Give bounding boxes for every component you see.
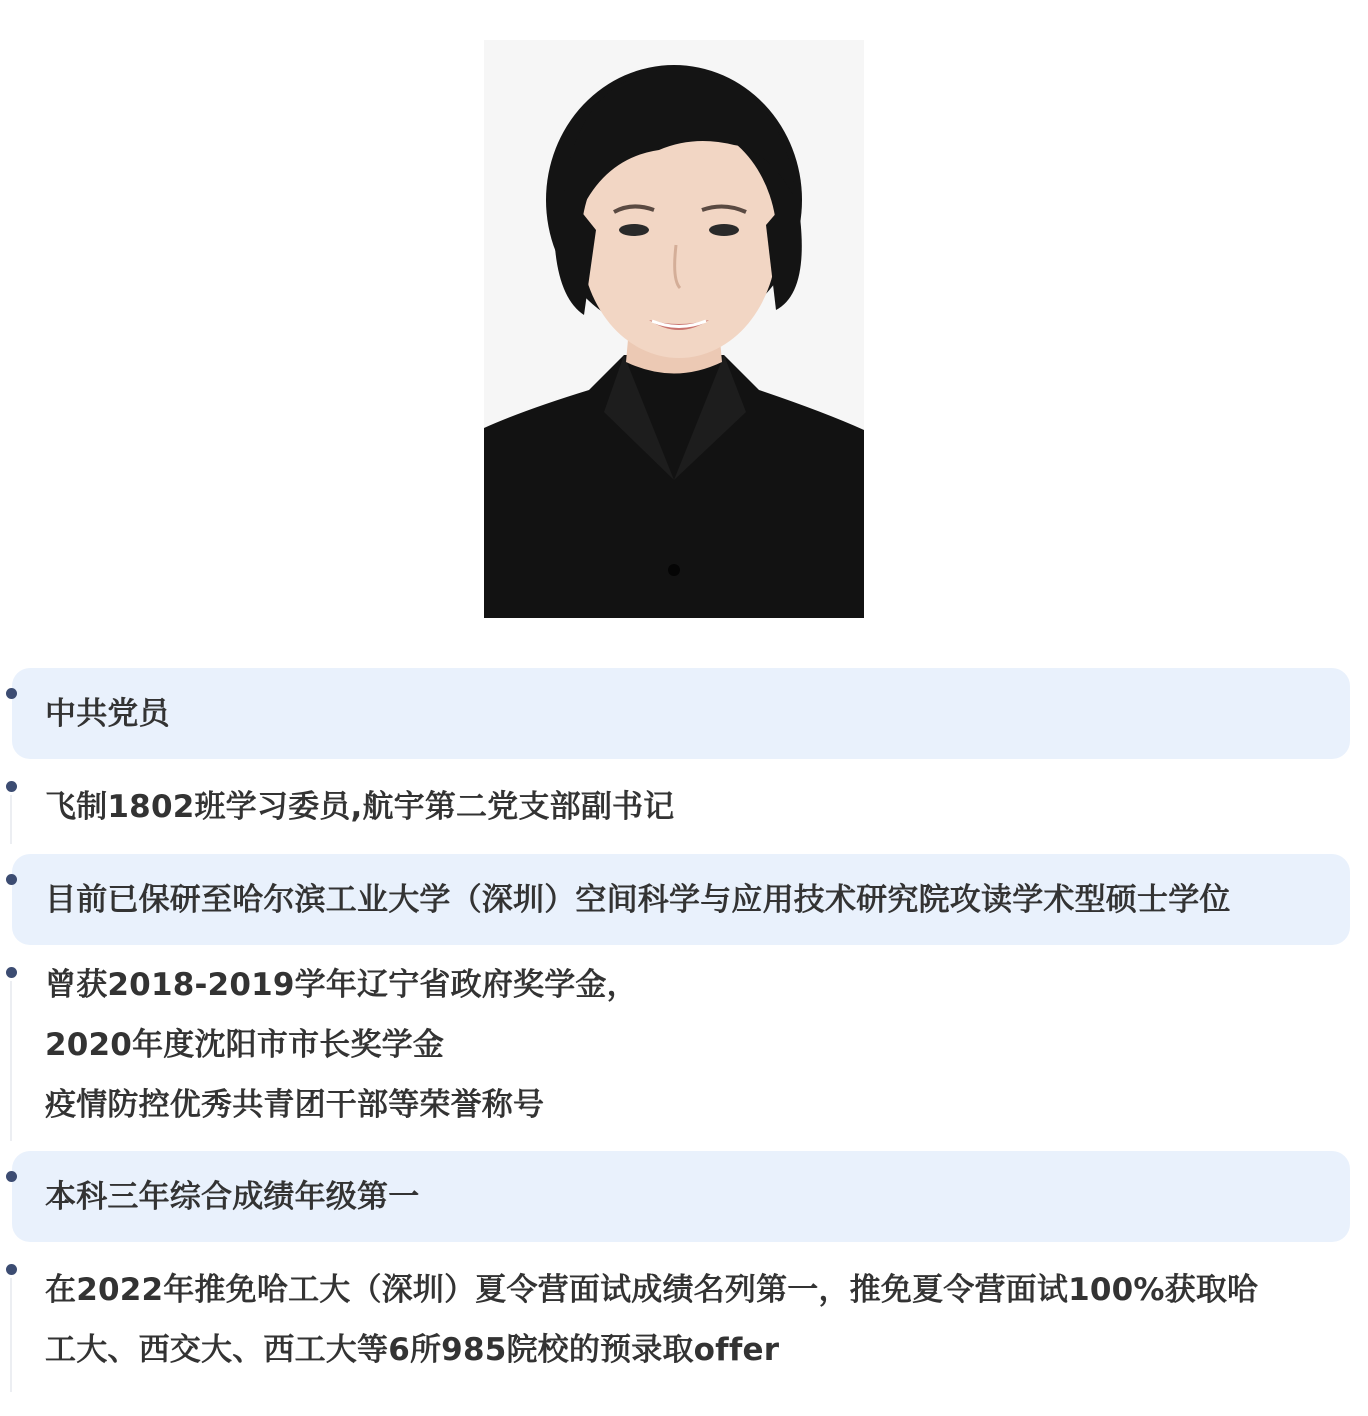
item-text: 本科三年综合成绩年级第一 — [45, 1179, 420, 1215]
list-item — [12, 1151, 1350, 1242]
item-text: 曾获2018-2019学年辽宁省政府奖学金， — [45, 967, 638, 1003]
item-text: 中共党员 — [45, 696, 170, 732]
profile-photo — [484, 40, 864, 618]
item-text: 疫情防控优秀共青团干部等荣誉称号 — [45, 1087, 545, 1123]
bullet-icon — [6, 967, 17, 978]
list-item — [12, 761, 1350, 852]
honor-list — [0, 668, 1368, 1402]
item-text: 飞制1802班学习委员,航宇第二党支部副书记 — [45, 789, 675, 825]
item-text: 目前已保研至哈尔滨工业大学（深圳）空间科学与应用技术研究院攻读学术型硕士学位 — [45, 882, 1231, 918]
timeline-line — [10, 1278, 12, 1392]
timeline-line — [10, 795, 12, 844]
item-text: 在2022年推免哈工大（深圳）夏令营面试成绩名列第一，推免夏令营面试100%获取哈 — [45, 1272, 1259, 1308]
bullet-icon — [6, 781, 17, 792]
list-item — [12, 854, 1350, 945]
bullet-icon — [6, 874, 17, 885]
list-item — [12, 1244, 1350, 1400]
timeline-line — [10, 981, 12, 1141]
bullet-icon — [6, 1264, 17, 1275]
list-item — [12, 947, 1350, 1149]
item-text: 工大、西交大、西工大等6所985院校的预录取offer — [45, 1332, 780, 1368]
list-item — [12, 668, 1350, 759]
bullet-icon — [6, 688, 17, 699]
bullet-icon — [6, 1171, 17, 1182]
portrait-photo-icon — [484, 40, 864, 618]
item-text: 2020年度沈阳市市长奖学金 — [45, 1027, 445, 1063]
